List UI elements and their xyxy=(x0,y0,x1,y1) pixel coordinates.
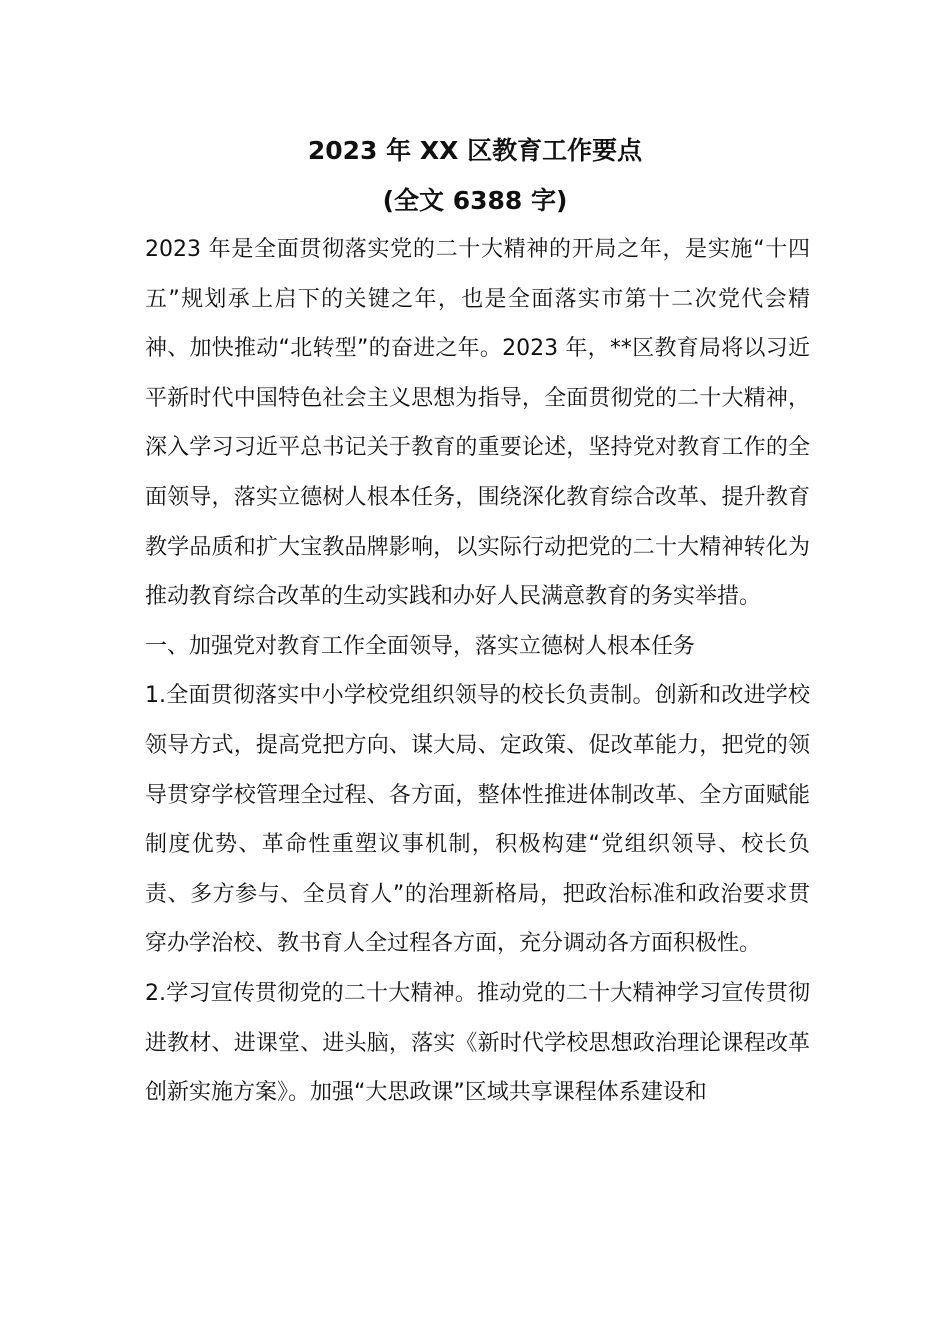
intro-paragraph: 2023 年是全面贯彻落实党的二十大精神的开局之年，是实施“十四五”规划承上启下的关键之年，也是全面落实市第十二次党代会精神、加快推动“北转型”的奋进之年。2023 年，**区教育局将以习近平新时代中国特色社会主义思想为指导，全面贯彻党的二十大精神，深入学习习近平总书记关于教育的重要论述，坚持党对教育工作的全面领导，落实立德树人根本任务，围绕深化教育综合改革、提升教育教学品质和扩大宝教品牌影响，以实际行动把党的二十大精神转化为推动教育综合改革的生动实践和办好人民满意教育的务实举措。 xyxy=(145,237,810,610)
item-paragraph-2: 2.学习宣传贯彻党的二十大精神。推动党的二十大精神学习宣传贯彻进教材、进课堂、进头脑，落实《新时代学校思想政治理论课程改革创新实施方案》。加强“大思政课”区域共享课程体系建设和 xyxy=(145,980,810,1106)
section-heading-1: 一、加强党对教育工作全面领导，落实立德树人根本任务 xyxy=(145,633,696,659)
item-paragraph-1: 1.全面贯彻落实中小学校党组织领导的校长负责制。创新和改进学校领导方式，提高党把方向、谋大局、定政策、促改革能力，把党的领导贯穿学校管理全过程、各方面，整体性推进体制改革、全方面赋能制度优势、革命性重塑议事机制，积极构建“党组织领导、校长负责、多方参与、全员育人”的治理新格局，把政治标准和政治要求贯穿办学治校、教书育人全过程各方面，充分调动各方面积极性。 xyxy=(145,683,810,957)
document-title: 2023 年 XX 区教育工作要点 xyxy=(307,136,643,165)
document-body xyxy=(145,225,810,1118)
document-subtitle: (全文 6388 字) xyxy=(382,186,568,215)
